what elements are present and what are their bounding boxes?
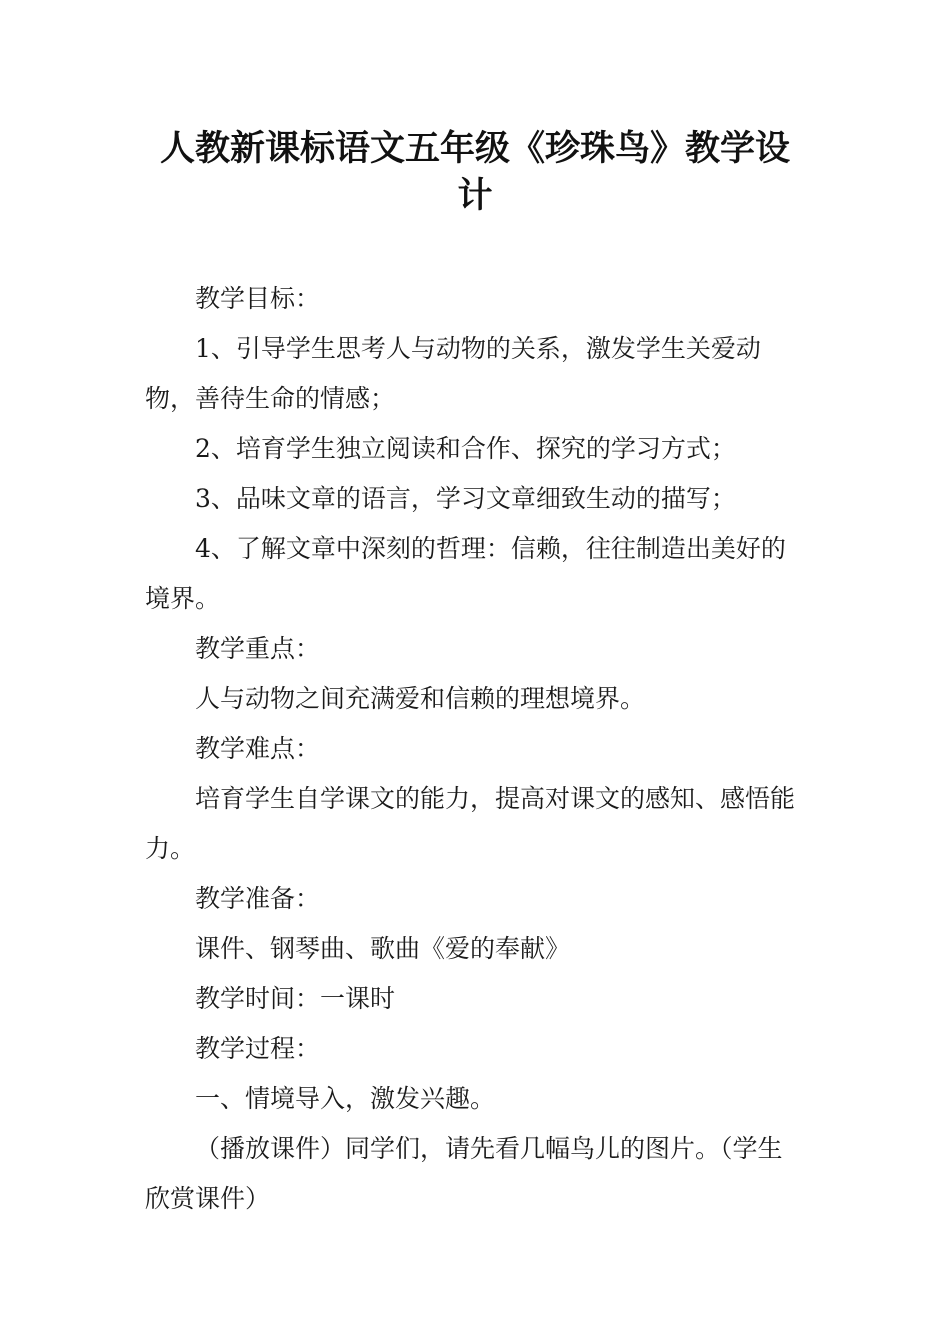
paragraph-step-1: 一、情境导入，激发兴趣。 xyxy=(195,1084,496,1113)
paragraph-objective-4: 4、了解文章中深刻的哲理：信赖，往往制造出美好的境界。 xyxy=(145,534,786,613)
document-title: 人教新课标语文五年级《珍珠鸟》教学设计 xyxy=(159,129,790,216)
document-body xyxy=(145,274,805,1224)
paragraph-step-1-detail: （播放课件）同学们，请先看几幅鸟儿的图片。（学生欣赏课件） xyxy=(145,1134,783,1213)
paragraph-objectives-heading: 教学目标： xyxy=(195,284,321,313)
paragraph-difficulties-heading: 教学难点： xyxy=(195,734,321,763)
paragraph-time: 教学时间：一课时 xyxy=(195,984,396,1013)
paragraph-preparation: 课件、钢琴曲、歌曲《爱的奉献》 xyxy=(195,934,571,963)
paragraph-key-points-heading: 教学重点： xyxy=(195,634,321,663)
paragraph-preparation-heading: 教学准备： xyxy=(195,884,321,913)
paragraph-objective-1: 1、引导学生思考人与动物的关系，激发学生关爱动物，善待生命的情感； xyxy=(145,334,761,413)
paragraph-difficulties: 培育学生自学课文的能力，提高对课文的感知、感悟能力。 xyxy=(145,784,796,863)
paragraph-objective-2: 2、培育学生独立阅读和合作、探究的学习方式； xyxy=(195,434,736,463)
paragraph-process-heading: 教学过程： xyxy=(195,1034,321,1063)
paragraph-key-points: 人与动物之间充满爱和信赖的理想境界。 xyxy=(195,684,646,713)
paragraph-objective-3: 3、品味文章的语言，学习文章细致生动的描写； xyxy=(195,484,736,513)
